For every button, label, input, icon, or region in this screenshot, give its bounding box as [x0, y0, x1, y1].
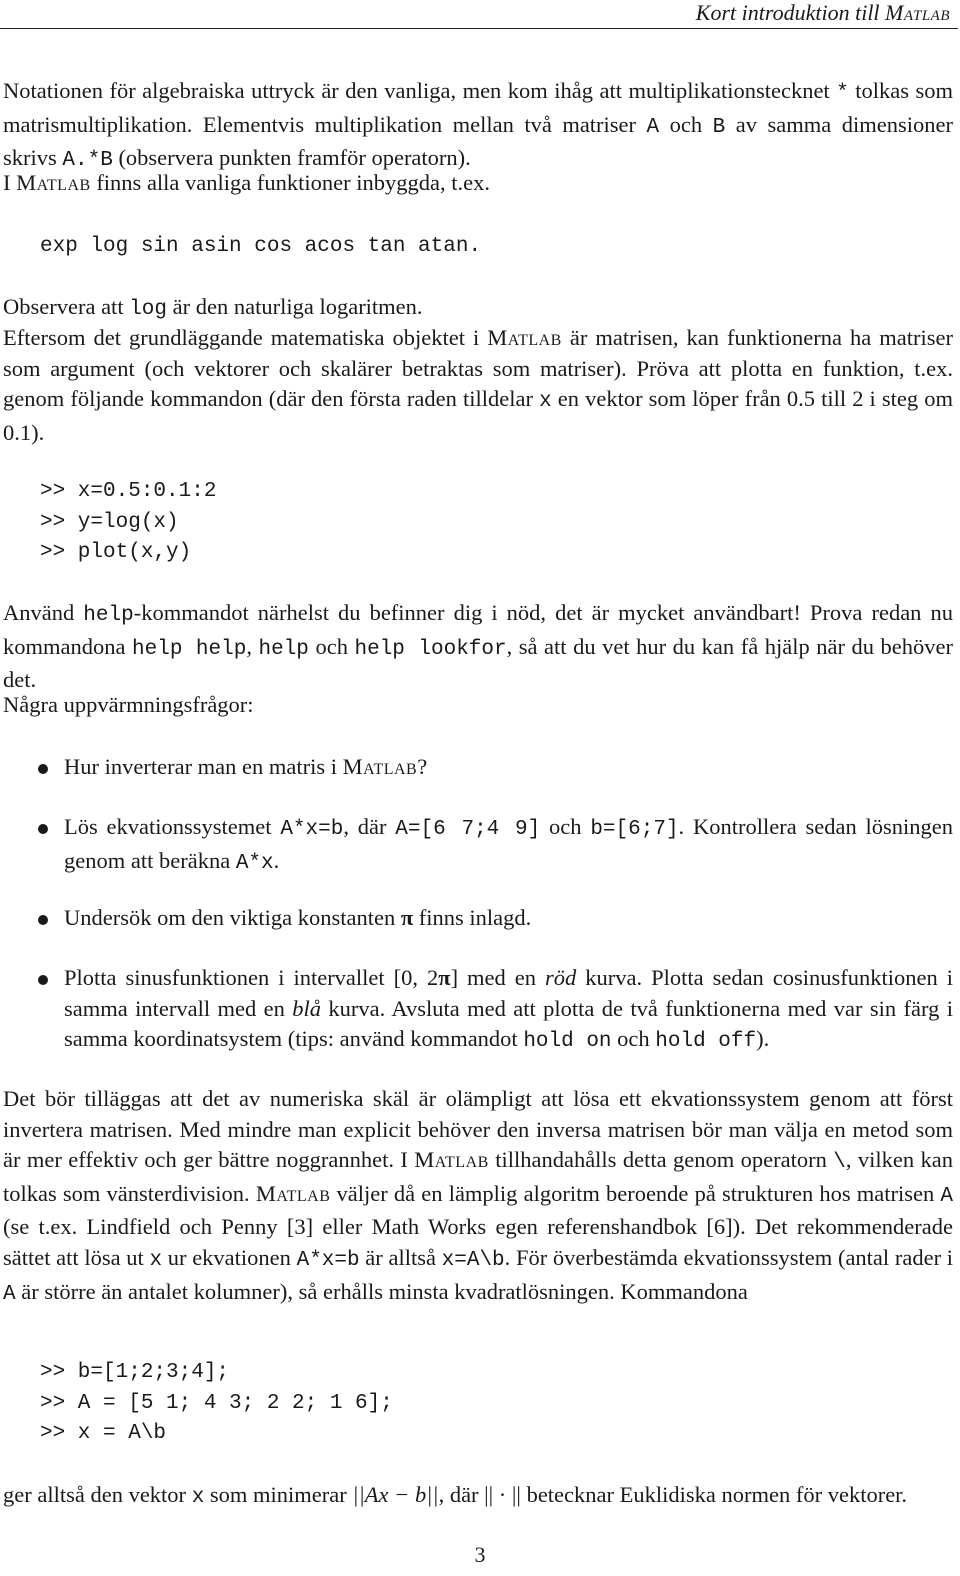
code-line: >> A = [5 1; 4 3; 2 2; 1 6];: [40, 1392, 393, 1415]
page-header: [0, 0, 958, 29]
header-title: Kort introduktion till Matlab: [695, 0, 950, 25]
code-line: >> y=log(x): [40, 511, 179, 534]
paragraph-questions-intro: Några uppvärmningsfrågor:: [3, 692, 254, 717]
code-line: >> b=[1;2;3;4];: [40, 1361, 230, 1384]
paragraph-matrix: Eftersom det grundläggande matematiska objektet i Matlab är matrisen, kan funktionerna ha matriser som argument (och vektorer och skalärer betraktas som matriser). Pröva att plotta en funktion, t.ex. genom följande kommandon (där den första raden tilldelar x en vektor som löper från 0.5 till 2 i steg om 0.1).: [3, 325, 953, 445]
code-line: >> x = A\b: [40, 1422, 167, 1445]
paragraph-numerics: Det bör tilläggas att det av numeriska skäl är olämpligt att lösa ett ekvationssystem genom att först invertera matrisen. Med mindre man explicit behöver den inversa matrisen bör man välja en metod som är mer effektiv och ger bättre noggrannhet. I Matlab tillhandahålls detta genom operatorn \, vilken kan tolkas som vänsterdivision. Matlab väljer då en lämplig algoritm beroende på strukturen hos matrisen A (se t.ex. Lindfield och Penny [3] eller Math Works egen referenshandbok [6]). Det rekommenderade sättet att lösa ut x ur ekvationen A*x=b är alltså x=A\b. För överbestämda ekvationssystem (antal rader i A är större än antalet kolumner), så erhålls minsta kvadratlösningen. Kommandona: [3, 1086, 954, 1306]
paragraph-functions: I Matlab finns alla vanliga funktioner inbyggda, t.ex.: [3, 170, 490, 195]
bullet-dot: [38, 764, 48, 774]
paragraph-norm: ger alltså den vektor x som minimerar ||Ax − b||, där || · || betecknar Euklidiska normen för vektorer.: [3, 1482, 908, 1509]
paragraph-notation: Notationen för algebraiska uttryck är den vanliga, men kom ihåg att multiplikationstecknet * tolkas som matrismultiplikation. Elementvis multiplikation mellan två matriser A och B av samma dimensioner skrivs A.*B (observera punkten framför operatorn).: [3, 78, 953, 173]
bullet-item-invert: Hur inverterar man en matris i Matlab?: [64, 754, 428, 779]
bullet-dot: [38, 915, 48, 925]
code-line: >> plot(x,y): [40, 541, 192, 564]
bullet-item-plot: Plotta sinusfunktionen i intervallet [0, 2π] med en röd kurva. Plotta sedan cosinusfunktionen i samma intervall med en blå kurva. Avsluta med att plotta de två funktionerna med var sin färg i samma koordinatsystem (tips: använd kommandot hold on och hold off).: [64, 965, 954, 1054]
page-number: 3: [474, 1542, 486, 1567]
bullet-dot: [38, 975, 48, 985]
paragraph-help: Använd help-kommandot närhelst du befinner dig i nöd, det är mycket användbart! Prova redan nu kommandona help help, help och help lookfor, så att du vet hur du kan få hjälp när du behöver det.: [3, 600, 953, 693]
code-functions: exp log sin asin cos acos tan atan.: [40, 235, 482, 258]
code-line: >> x=0.5:0.1:2: [40, 480, 217, 503]
paragraph-log: Observera att log är den naturliga logaritmen.: [3, 294, 423, 321]
bullet-dot: [38, 824, 48, 834]
bullet-item-solve: Lös ekvationssystemet A*x=b, där A=[6 7;4 9] och b=[6;7]. Kontrollera sedan lösningen genom att beräkna A*x.: [64, 814, 953, 875]
bullet-item-pi: Undersök om den viktiga konstanten π finns inlagd.: [64, 905, 532, 930]
